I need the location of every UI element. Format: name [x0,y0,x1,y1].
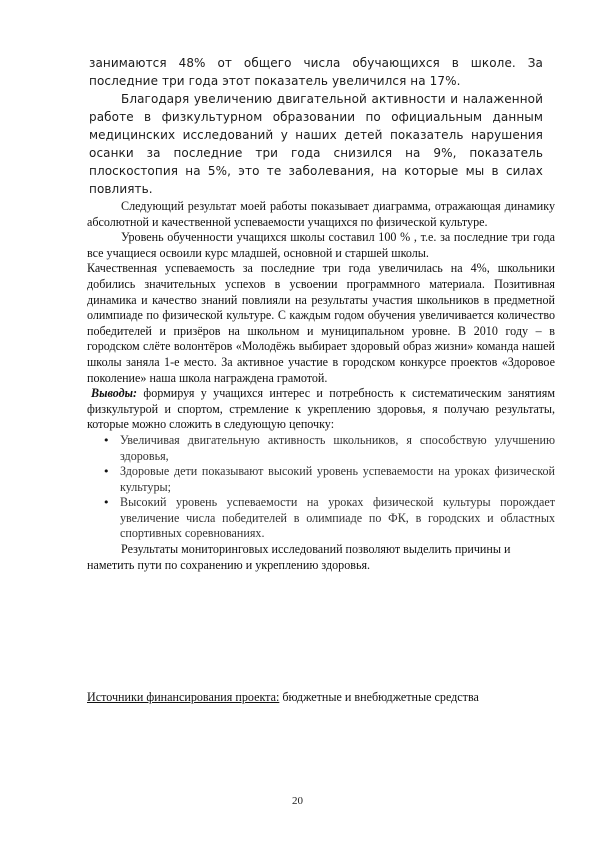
bullet-icon: • [103,465,110,479]
list-item [87,495,555,542]
conclusions-label: Выводы: [91,386,138,401]
bullet-icon: • [103,433,110,447]
intro-section [89,54,543,198]
page-number: 20 [292,795,303,807]
conclusions-paragraph [87,386,555,433]
diagram-paragraph: Следующий результат моей работы показывает диаграмма, отражающая динамику абсолютной и качественной успеваемости учащихся по физической культуре. [87,199,555,229]
funding-label: Источники финансирования проекта: [87,690,280,704]
main-section [87,199,555,573]
list-item-text: Высокий уровень успеваемости на уроках физической культуры порождает увеличение числа победителей в олимпиаде по ФК, в городских и областных спортивных соревнованиях. [120,495,555,541]
results-list [87,433,555,542]
list-item [87,464,555,495]
list-item-text: Увеличивая двигательную активность школьников, я способствую улучшению здоровья, [120,432,555,463]
funding-text: бюджетные и внебюджетные средства [279,690,479,704]
bullet-icon: • [103,496,110,510]
learning-level-paragraph: Уровень обученности учащихся школы составил 100 % , т.е. за последние три года все учащиеся освоили курс младшей, основной и старшей школы. [87,230,555,260]
intro-paragraph-2: Благодаря увеличению двигательной активности и налаженной работе в физкультурном образовании по официальным данным медицинских исследований у наших детей показатель нарушения осанки за последние три года снизился на 9%, показатель плоскостопия на 5%, это те заболевания, на которые мы в силах повлиять. [89,92,543,196]
intro-paragraph-1: занимаются 48% от общего числа обучающихся в школе. За последние три года этот показатель увеличился на 17%. [89,56,543,88]
list-item-text: Здоровые дети показывают высокий уровень успеваемости на уроках физической культуры; [120,464,555,494]
closing-paragraph: Результаты мониторинговых исследований позволяют выделить причины и наметить пути по сохранению и укреплению здоровья. [87,542,511,572]
conclusions-text: формируя у учащихся интерес и потребность к систематическим занятиям физкультурой и спортом, стремление к укреплению здоровья, я получаю результаты, которые можно сложить в следующую цепочку: [87,386,555,432]
quality-paragraph: Качественная успеваемость за последние три года увеличилась на 4%, школьники добились значительных успехов в усвоении программного материала. Позитивная динамика и качество знаний повлияли на результаты участия школьников в предметной олимпиаде по физической культуре. С каждым годом обучения увеличивается количество победителей и призёров на школьном и муниципальном уровне. В 2010 году – в городском слёте волонтёров «Молодёжь выбирает здоровый образ жизни» команда нашей школы заняла 1-е место. За активное участие в городском конкурсе проектов «Здоровое поколение» наша школа награждена грамотой. [87,261,555,385]
funding-sources [87,690,557,706]
list-item [87,433,555,464]
